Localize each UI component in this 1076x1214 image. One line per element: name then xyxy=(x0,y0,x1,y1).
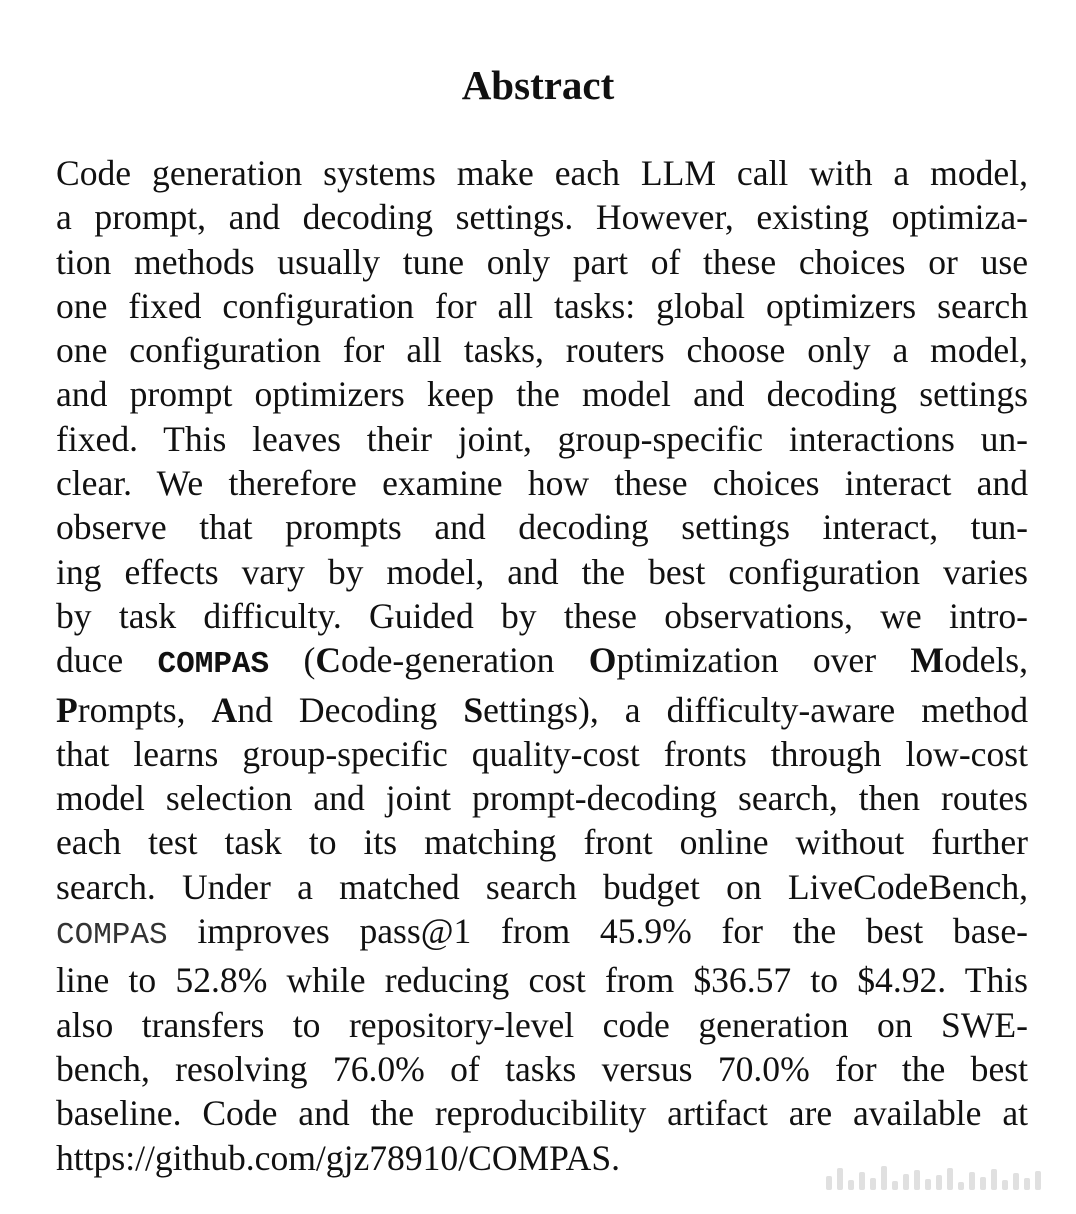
text-fragment: rompts, xyxy=(77,689,212,730)
text-fragment: ode-generation xyxy=(341,640,589,681)
abstract-line: that learns group-specific quality-cost fronts through low-cost xyxy=(56,733,1028,774)
abstract-line-acronym xyxy=(56,688,1028,732)
abstract-line: baseline. Code and the reproducibility artifact are available at xyxy=(56,1093,1028,1134)
text-fragment: duce xyxy=(56,640,158,681)
text-fragment: improves pass@1 from 45.9% for the best base- xyxy=(167,911,1028,952)
abstract-line: a prompt, and decoding settings. However, existing optimiza- xyxy=(56,197,1028,238)
abstract-line: by task difficulty. Guided by these observations, we intro- xyxy=(56,595,1028,636)
abstract-line: observe that prompts and decoding settings interact, tun- xyxy=(56,507,1028,548)
abstract-line-method-name xyxy=(56,638,1028,687)
abstract-line: Code generation systems make each LLM call with a model, xyxy=(56,153,1028,193)
abstract-line: model selection and joint prompt-decoding search, then routes xyxy=(56,778,1028,819)
watermark-mark xyxy=(826,1164,1062,1190)
acronym-letter: A xyxy=(211,689,238,730)
acronym-letter: M xyxy=(910,640,945,681)
repository-link[interactable]: https://github.com/gjz78910/COMPAS. xyxy=(56,1137,621,1178)
abstract-line: tion methods usually tune only part of these choices or use xyxy=(56,241,1028,282)
text-fragment: ettings), a difficulty-aware method xyxy=(483,689,1028,730)
abstract-line-results xyxy=(56,909,1028,958)
abstract-line: line to 52.8% while reducing cost from $36.57 to $4.92. This xyxy=(56,960,1028,1001)
abstract-line: clear. We therefore examine how these choices interact and xyxy=(56,463,1028,504)
abstract-heading: Abstract xyxy=(461,62,615,108)
text-fragment: ptimization over xyxy=(616,640,911,681)
abstract-line: fixed. This leaves their joint, group-specific interactions un- xyxy=(56,418,1028,459)
abstract-line: one configuration for all tasks, routers choose only a model, xyxy=(56,330,1028,371)
text-fragment: ( xyxy=(269,640,316,681)
abstract-line: search. Under a matched search budget on LiveCodeBench, xyxy=(56,866,1028,907)
acronym-letter: P xyxy=(56,689,78,730)
abstract-body xyxy=(56,151,1028,1180)
abstract-line: and prompt optimizers keep the model and decoding settings xyxy=(56,374,1028,415)
acronym-letter: C xyxy=(315,640,342,681)
abstract-line: bench, resolving 76.0% of tasks versus 70.0% for the best xyxy=(56,1048,1028,1089)
abstract-line: also transfers to repository-level code generation on SWE- xyxy=(56,1004,1028,1045)
method-name: COMPAS xyxy=(157,647,270,683)
abstract-line: one fixed configuration for all tasks: global optimizers search xyxy=(56,285,1028,326)
acronym-letter: O xyxy=(588,640,617,681)
text-fragment: odels, xyxy=(944,640,1029,681)
abstract-line: ing effects vary by model, and the best configuration varies xyxy=(56,551,1028,592)
acronym-letter: S xyxy=(463,689,484,730)
text-fragment: nd Decoding xyxy=(237,689,464,730)
method-name: COMPAS xyxy=(56,918,168,954)
abstract-line: each test task to its matching front online without further xyxy=(56,822,1028,863)
